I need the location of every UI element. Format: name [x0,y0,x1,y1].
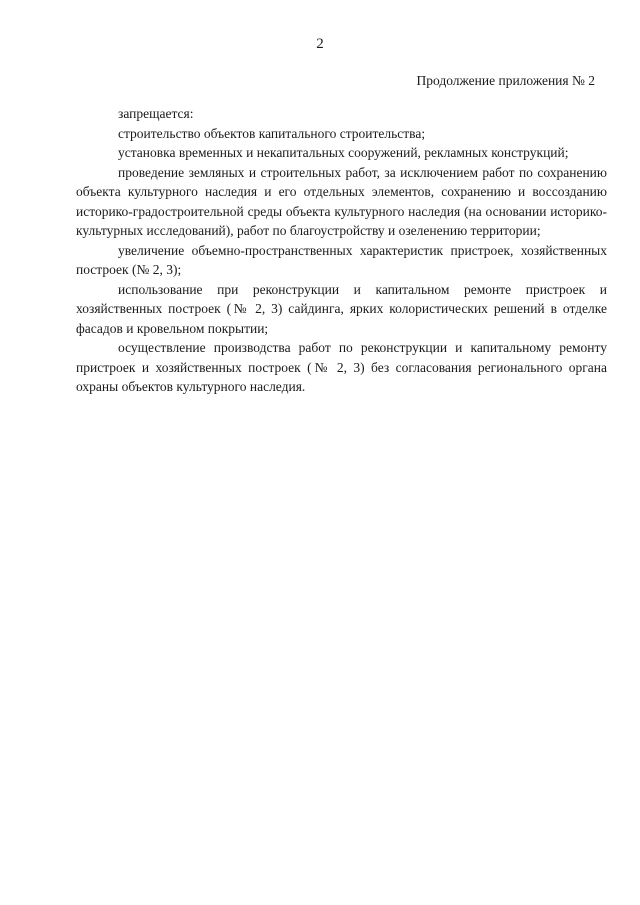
page-number: 2 [316,36,324,52]
paragraph-volume-increase: увеличение объемно-пространственных характеристик пристроек, хозяйственных построек (№ 2, 3); [76,242,607,277]
paragraph-works-without-approval: осуществление производства работ по реконструкции и капитальному ремонту пристроек и хозяйственных построек (№ 2, 3) без согласования регионального органа охраны объектов культурного наследия. [76,340,607,394]
paragraph-siding: использование при реконструкции и капитальном ремонте пристроек и хозяйственных построек (№ 2, 3) сайдинга, ярких колористических решений в отделке фасадов и кровельном покрытии; [76,281,607,336]
header-note: Продолжение приложения № 2 [416,73,595,88]
paragraph-earthworks: проведение земляных и строительных работ, за исключением работ по сохранению объекта культурного наследия и его отдельных элементов, сохранению и воссозданию историко-градостроительной среды объекта культурного наследия (на основании историко-культурных исследований), работ по благоустройству и озеленению территории; [76,164,607,238]
paragraph-prohibited-intro: запрещается: [118,106,194,121]
paragraph-construction: строительство объектов капитального строительства; [118,125,426,141]
document-body [76,104,607,397]
paragraph-installation: установка временных и некапитальных сооружений, рекламных конструкций; [118,145,569,160]
